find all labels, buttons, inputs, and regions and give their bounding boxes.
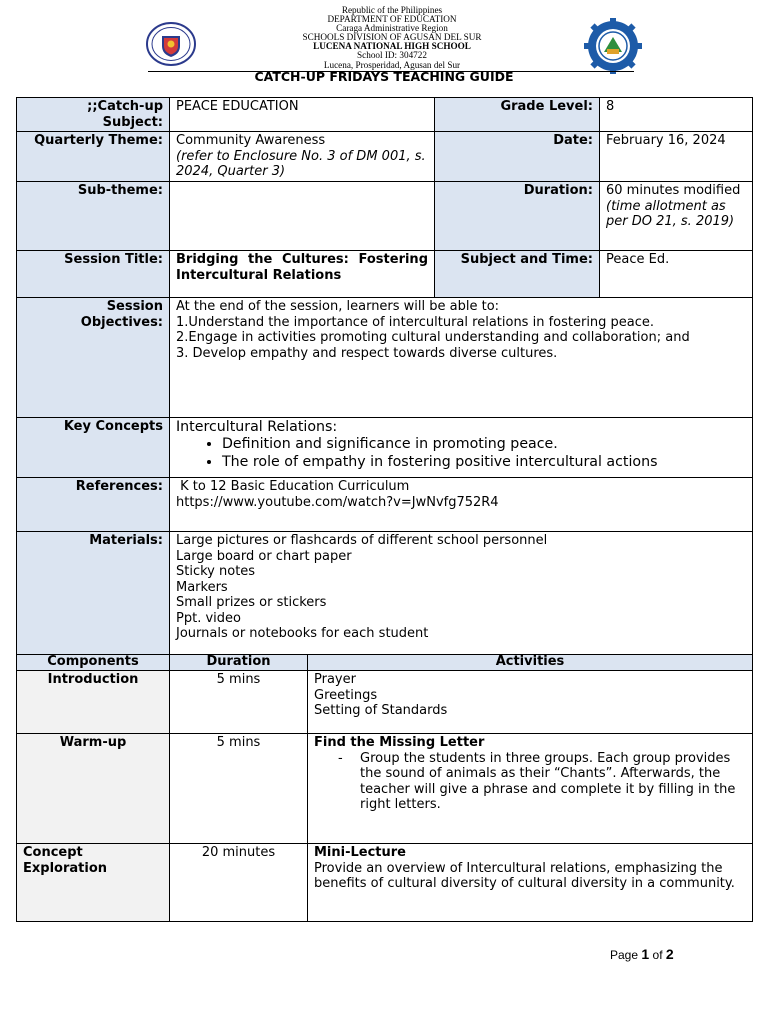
component-activities — [308, 844, 753, 922]
subject-label: ;;Catch-up Subject: — [17, 98, 170, 132]
subject-value: PEACE EDUCATION — [170, 98, 435, 132]
material-item: Large pictures or flashcards of different school personnel — [176, 533, 548, 548]
activity-list — [314, 751, 746, 813]
duration-note: (time allotment as per DO 21, s. 2019) — [606, 198, 735, 229]
activity-item: - Group the students in three groups. Each group provides the sound of animals as their “Chants”. Afterwards, the teacher will give a phrase and complete it by filling in the right letters. — [360, 751, 746, 813]
activity-line: Setting of Standards — [314, 703, 448, 718]
key-concept-item: • The role of empathy in fostering positive intercultural actions — [222, 454, 746, 472]
objective-item: 2.Engage in activities promoting cultural understanding and collaboration; and — [176, 330, 690, 345]
references-label: References: — [17, 478, 170, 532]
objectives-cell — [170, 298, 753, 418]
material-item: Markers — [176, 579, 228, 595]
activity-line: Greetings — [314, 687, 378, 703]
component-name: Introduction — [17, 671, 170, 734]
subject-time-label: Subject and Time: — [435, 251, 600, 298]
date-value: February 16, 2024 — [600, 132, 753, 182]
material-item: Journals or notebooks for each student — [176, 626, 429, 641]
page-title: CATCH-UP FRIDAYS TEACHING GUIDE — [254, 69, 514, 84]
objective-item: 1.Understand the importance of intercultural relations in fostering peace. — [176, 314, 655, 330]
materials-label: Materials: — [17, 532, 170, 656]
material-item: Sticky notes — [176, 564, 256, 579]
col-header-components: Components — [17, 655, 170, 671]
references-cell — [170, 478, 753, 532]
theme-note: (refer to Enclosure No. 3 of DM 001, s. 2024, Quarter 3) — [176, 148, 426, 179]
grade-label: Grade Level: — [435, 98, 600, 132]
key-concepts-label: Key Concepts — [17, 418, 170, 478]
material-item: Small prizes or stickers — [176, 595, 327, 610]
session-title-label: Session Title: — [17, 251, 170, 298]
subject-time-value: Peace Ed. — [600, 251, 753, 298]
header-line-school: LUCENA NATIONAL HIGH SCHOOL — [313, 41, 471, 52]
theme-cell — [170, 132, 435, 182]
material-item: Large board or chart paper — [176, 548, 352, 564]
school-gear-seal-icon — [574, 18, 652, 74]
key-concepts-cell — [170, 418, 753, 478]
header-line-school-id: School ID: 304722 — [357, 50, 427, 61]
page-number — [610, 946, 674, 962]
key-concepts-intro: Intercultural Relations: — [176, 419, 338, 435]
theme-label: Quarterly Theme: — [17, 132, 170, 182]
header-line-address: Lucena, Prosperidad, Agusan del Sur — [323, 59, 461, 70]
date-label: Date: — [435, 132, 600, 182]
header-line-division: SCHOOLS DIVISION OF AGUSAN DEL SUR — [302, 32, 482, 43]
session-info-table — [16, 97, 753, 656]
component-name: Concept Exploration — [17, 844, 170, 922]
of-word: of — [652, 948, 663, 962]
col-header-activities: Activities — [308, 655, 753, 671]
subtheme-value — [170, 182, 435, 251]
theme-value: Community Awareness — [176, 133, 326, 148]
duration-cell — [600, 182, 753, 251]
header-line-deped: DEPARTMENT OF EDUCATION — [327, 14, 457, 25]
materials-cell — [170, 532, 753, 656]
header-line-region: Caraga Administrative Region — [336, 23, 448, 34]
objective-item: 3. Develop empathy and respect towards diverse cultures. — [176, 345, 558, 361]
objectives-intro: At the end of the session, learners will be able to: — [176, 299, 500, 314]
component-duration: 20 minutes — [170, 844, 308, 922]
components-table — [16, 654, 753, 922]
component-duration: 5 mins — [170, 734, 308, 844]
reference-item: K to 12 Basic Education Curriculum — [176, 479, 410, 494]
grade-value: 8 — [600, 98, 753, 132]
activity-title: Mini-Lecture — [314, 845, 407, 860]
reference-link[interactable]: https://www.youtube.com/watch?v=JwNvfg752R4 — [176, 494, 499, 510]
page-current: 1 — [641, 946, 650, 962]
col-header-duration: Duration — [170, 655, 308, 671]
objectives-label: Session Objectives: — [17, 298, 170, 418]
deped-seal-icon — [146, 22, 196, 66]
component-duration: 5 mins — [170, 671, 308, 734]
component-activities — [308, 734, 753, 844]
page-word: Page — [610, 948, 639, 962]
activity-title: Find the Missing Letter — [314, 735, 485, 750]
component-activities — [308, 671, 753, 734]
duration-label: Duration: — [435, 182, 600, 251]
session-title-value: Bridging the Cultures: Fostering Intercultural Relations — [170, 251, 435, 298]
key-concept-item: • Definition and significance in promoting peace. — [222, 436, 746, 454]
subtheme-label: Sub-theme: — [17, 182, 170, 251]
material-item: Ppt. video — [176, 610, 241, 626]
component-name: Warm-up — [17, 734, 170, 844]
header-line-republic: Republic of the Philippines — [341, 5, 443, 15]
key-concepts-list — [176, 436, 746, 471]
duration-value: 60 minutes modified — [606, 183, 741, 198]
page-total: 2 — [665, 946, 674, 962]
letterhead — [0, 6, 768, 70]
activity-text: Provide an overview of Intercultural relations, emphasizing the benefits of cultural diversity of cultural diversity in a community. — [314, 860, 735, 891]
activity-line: Prayer — [314, 672, 356, 687]
